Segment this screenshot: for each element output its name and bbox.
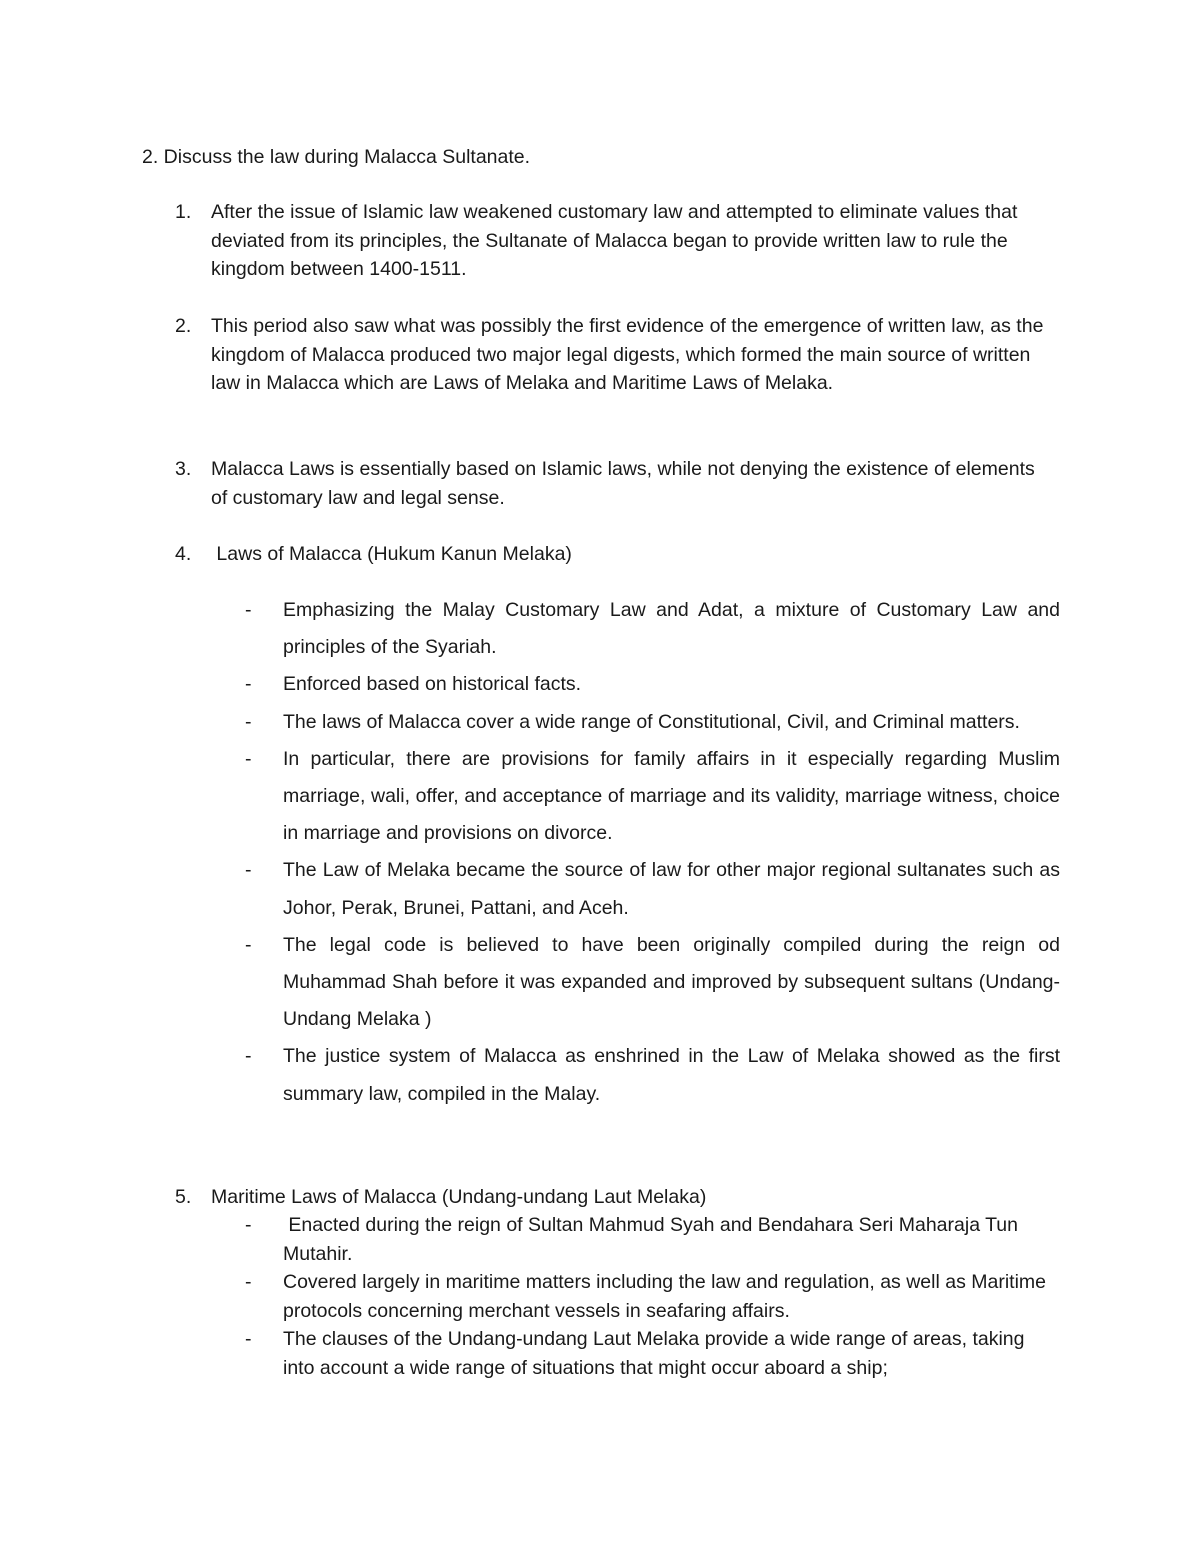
- list-item-text: Laws of Malacca (Hukum Kanun Melaka): [211, 543, 572, 565]
- list-number: 5.: [175, 1186, 192, 1208]
- list-number: 1.: [175, 201, 192, 223]
- list-item-text: Maritime Laws of Malacca (Undang-undang Laut Melaka): [211, 1186, 707, 1208]
- dash-marker: -: [245, 673, 252, 696]
- bullet-text: Enacted during the reign of Sultan Mahmud Syah and Bendahara Seri Maharaja Tun Mutahir.: [283, 1214, 1024, 1265]
- bullet-item: [245, 741, 1060, 853]
- bullet-item: [245, 1038, 1060, 1112]
- dash-marker: -: [245, 1328, 252, 1350]
- question-heading: 2. Discuss the law during Malacca Sultanate.: [142, 146, 531, 168]
- list-item-text: Malacca Laws is essentially based on Islamic laws, while not denying the existence of elements of customary law and legal sense.: [211, 458, 1035, 509]
- list-number: 4.: [175, 543, 192, 565]
- bullet-text: The legal code is believed to have been originally compiled during the reign od Muhammad Shah before it was expanded and improved by subsequent sultans (Undang-Undang Melaka ): [283, 933, 1060, 1031]
- dash-marker: -: [245, 1271, 252, 1293]
- bullet-text: The laws of Malacca cover a wide range of Constitutional, Civil, and Criminal matters.: [283, 710, 1020, 733]
- list-item-text: After the issue of Islamic law weakened customary law and attempted to eliminate values that deviated from its principles, the Sultanate of Malacca began to provide written law to rule the kingdom between 1400-1511.: [211, 201, 1018, 280]
- bullet-item: [245, 592, 1060, 666]
- list-number: 2.: [175, 315, 192, 337]
- dash-marker: -: [245, 1214, 252, 1236]
- bullet-text: Covered largely in maritime matters including the law and regulation, as well as Maritime protocols concerning merchant vessels in seafaring affairs.: [283, 1271, 1046, 1322]
- bullet-text: The justice system of Malacca as enshrined in the Law of Melaka showed as the first summary law, compiled in the Malay.: [283, 1045, 1060, 1105]
- list-number: 3.: [175, 458, 192, 480]
- bullet-item: [245, 1268, 1060, 1325]
- bullet-item: [245, 666, 1060, 703]
- bullet-item: [245, 1211, 1060, 1268]
- bullet-text: Enforced based on historical facts.: [283, 673, 582, 696]
- dash-marker: -: [245, 599, 252, 621]
- dash-marker: -: [245, 1045, 252, 1068]
- dash-marker: -: [245, 933, 252, 956]
- bullet-text: In particular, there are provisions for family affairs in it especially regarding Muslim marriage, wali, offer, and acceptance of marriage and its validity, marriage witness, choice in marriage and provisions on divorce.: [283, 747, 1060, 845]
- dash-marker: -: [245, 859, 252, 882]
- bullet-item: [245, 927, 1060, 1039]
- bullet-item: [245, 704, 1060, 741]
- maritime-laws-bullets: [245, 1211, 1060, 1382]
- list-item-text: This period also saw what was possibly the first evidence of the emergence of written law, as the kingdom of Malacca produced two major legal digests, which formed the main source of written law in Malacca which are Laws of Melaka and Maritime Laws of Melaka.: [211, 315, 1044, 394]
- laws-of-malacca-bullets: [245, 592, 1060, 1113]
- bullet-item: [245, 852, 1060, 926]
- bullet-text: The clauses of the Undang-undang Laut Melaka provide a wide range of areas, taking into account a wide range of situations that might occur aboard a ship;: [283, 1328, 1025, 1379]
- bullet-text: The Law of Melaka became the source of law for other major regional sultanates such as Johor, Perak, Brunei, Pattani, and Aceh.: [283, 859, 1060, 919]
- bullet-text: Emphasizing the Malay Customary Law and Adat, a mixture of Customary Law and principles of the Syariah.: [283, 599, 1060, 659]
- dash-marker: -: [245, 747, 252, 770]
- dash-marker: -: [245, 710, 252, 733]
- bullet-item: [245, 1325, 1060, 1382]
